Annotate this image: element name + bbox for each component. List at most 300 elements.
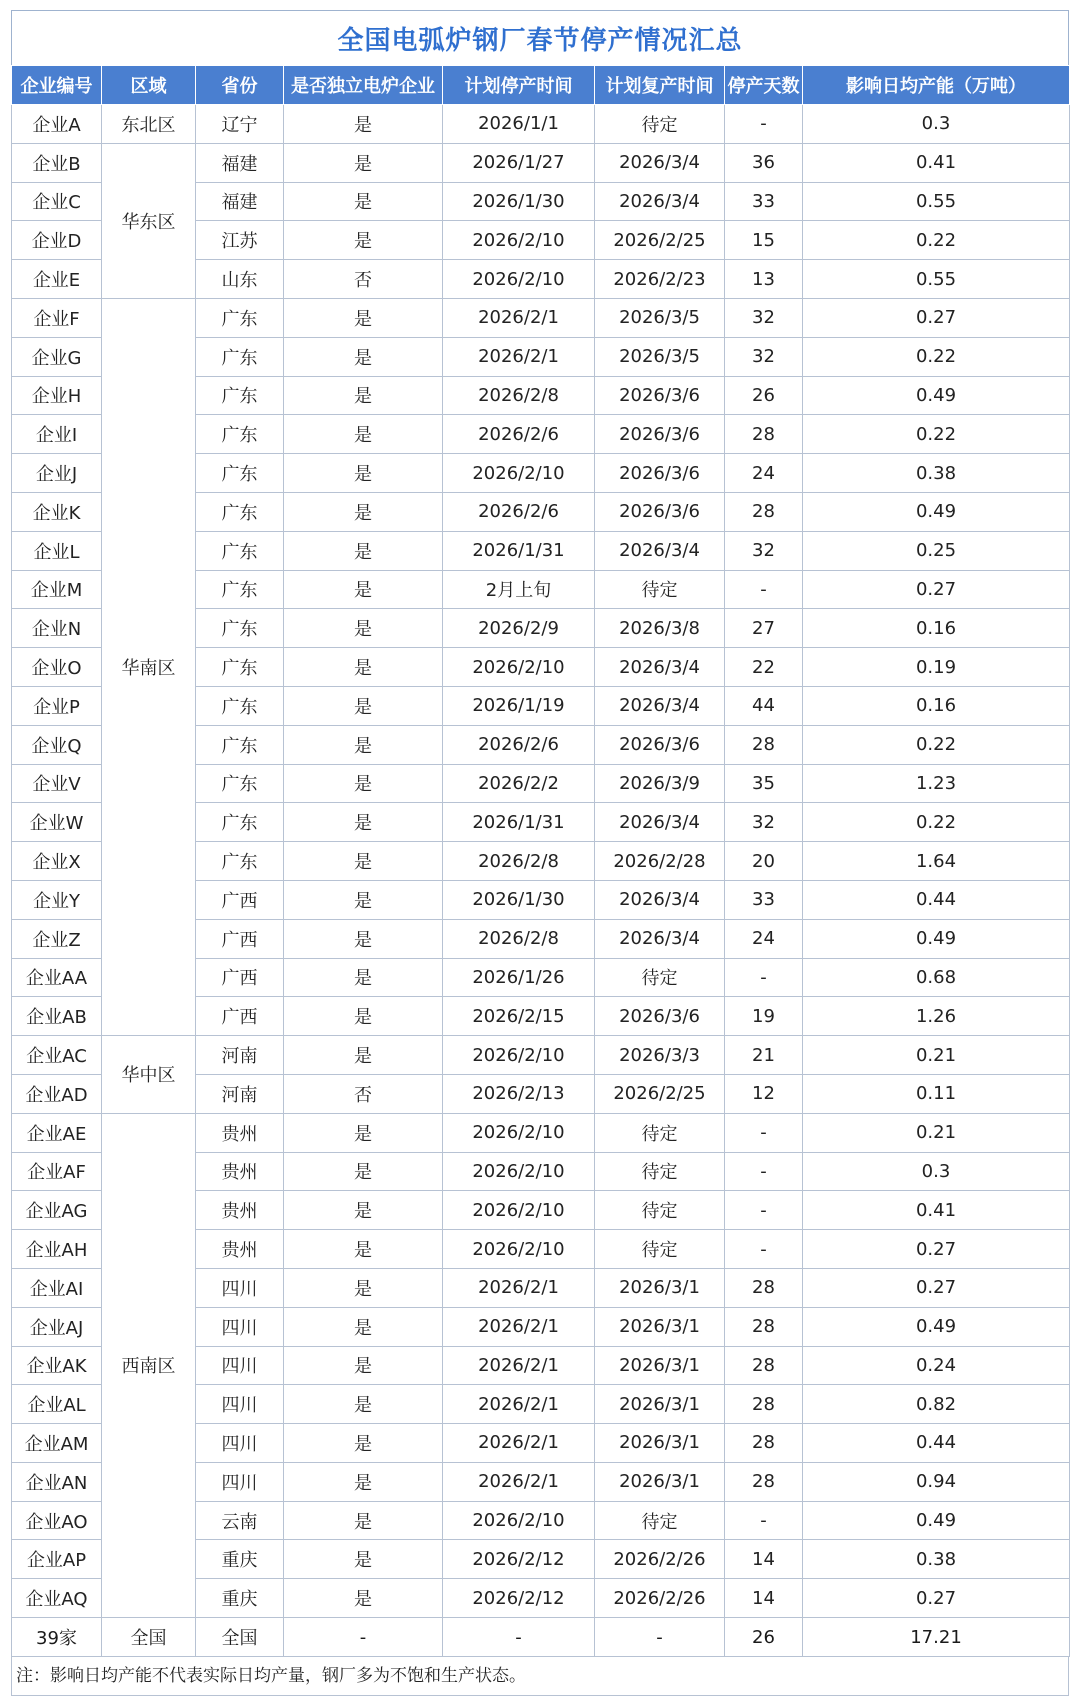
cell-company-id: 企业O <box>12 648 102 687</box>
cell-capacity-impact: 0.27 <box>803 1230 1070 1269</box>
cell-planned-stop: 2026/2/1 <box>443 1307 595 1346</box>
page-title: 全国电弧炉钢厂春节停产情况汇总 <box>11 10 1069 65</box>
cell-province: 山东 <box>196 260 284 299</box>
cell-province: 贵州 <box>196 1191 284 1230</box>
cell-planned-resume: 2026/3/4 <box>595 880 725 919</box>
cell-stop-days: 36 <box>725 143 803 182</box>
cell-planned-resume: 2026/2/25 <box>595 221 725 260</box>
cell-planned-stop: 2026/2/12 <box>443 1540 595 1579</box>
cell-independent-eaf: 是 <box>284 221 443 260</box>
cell-planned-resume: 2026/3/5 <box>595 337 725 376</box>
cell-independent-eaf: 是 <box>284 182 443 221</box>
cell-planned-stop: 2026/2/1 <box>443 1385 595 1424</box>
header-province: 省份 <box>196 66 284 105</box>
cell-company-id: 企业B <box>12 143 102 182</box>
cell-stop-days: 28 <box>725 1346 803 1385</box>
cell-stop-days: 27 <box>725 609 803 648</box>
cell-province: 江苏 <box>196 221 284 260</box>
header-capacity-impact: 影响日均产能（万吨） <box>803 66 1070 105</box>
cell-stop-days: 20 <box>725 842 803 881</box>
cell-capacity-impact: 0.21 <box>803 1036 1070 1075</box>
cell-independent-eaf: 是 <box>284 143 443 182</box>
cell-region: 东北区 <box>102 105 196 144</box>
cell-planned-resume: 2026/3/4 <box>595 803 725 842</box>
cell-independent-eaf: 是 <box>284 648 443 687</box>
cell-planned-resume: 待定 <box>595 1501 725 1540</box>
cell-stop-days: 13 <box>725 260 803 299</box>
cell-planned-stop: 2026/2/15 <box>443 997 595 1036</box>
cell-stop-days: 32 <box>725 298 803 337</box>
header-stop-days: 停产天数 <box>725 66 803 105</box>
cell-capacity-impact: 1.64 <box>803 842 1070 881</box>
cell-province: 云南 <box>196 1501 284 1540</box>
cell-independent-eaf: 是 <box>284 686 443 725</box>
cell-stop-days: 32 <box>725 803 803 842</box>
cell-planned-resume: 2026/2/26 <box>595 1579 725 1618</box>
table-row <box>12 298 1070 337</box>
cell-company-id: 企业AI <box>12 1268 102 1307</box>
table-row <box>12 1036 1070 1075</box>
cell-planned-resume: 2026/2/25 <box>595 1074 725 1113</box>
cell-province: 广东 <box>196 803 284 842</box>
cell-planned-stop: 2026/1/31 <box>443 531 595 570</box>
cell-company-id: 企业AG <box>12 1191 102 1230</box>
cell-company-id: 企业AE <box>12 1113 102 1152</box>
cell-planned-stop: 2026/2/10 <box>443 1113 595 1152</box>
cell-province: 广西 <box>196 919 284 958</box>
cell-company-id: 企业Q <box>12 725 102 764</box>
cell-planned-stop: 2026/1/27 <box>443 143 595 182</box>
cell-province: 四川 <box>196 1307 284 1346</box>
cell-stop-days: - <box>725 1191 803 1230</box>
cell-province: 贵州 <box>196 1152 284 1191</box>
cell-independent-eaf: 是 <box>284 298 443 337</box>
table-header-row <box>12 66 1070 105</box>
cell-province: 广东 <box>196 337 284 376</box>
total-resume-date: - <box>595 1618 725 1657</box>
cell-planned-stop: 2026/2/1 <box>443 1346 595 1385</box>
cell-stop-days: 28 <box>725 415 803 454</box>
cell-capacity-impact: 0.24 <box>803 1346 1070 1385</box>
header-planned-resume: 计划复产时间 <box>595 66 725 105</box>
cell-stop-days: 33 <box>725 880 803 919</box>
cell-independent-eaf: 否 <box>284 1074 443 1113</box>
cell-planned-stop: 2026/1/19 <box>443 686 595 725</box>
cell-region: 华中区 <box>102 1036 196 1114</box>
cell-independent-eaf: 是 <box>284 1385 443 1424</box>
cell-planned-stop: 2026/2/12 <box>443 1579 595 1618</box>
cell-company-id: 企业D <box>12 221 102 260</box>
cell-province: 广东 <box>196 725 284 764</box>
cell-company-id: 企业AL <box>12 1385 102 1424</box>
cell-capacity-impact: 0.27 <box>803 1579 1070 1618</box>
cell-planned-resume: 待定 <box>595 1152 725 1191</box>
cell-planned-resume: 2026/3/9 <box>595 764 725 803</box>
cell-province: 四川 <box>196 1385 284 1424</box>
cell-company-id: 企业I <box>12 415 102 454</box>
cell-province: 广东 <box>196 531 284 570</box>
cell-planned-resume: 2026/3/1 <box>595 1385 725 1424</box>
cell-planned-stop: 2026/1/30 <box>443 182 595 221</box>
cell-planned-stop: 2026/2/10 <box>443 260 595 299</box>
cell-planned-stop: 2026/2/6 <box>443 415 595 454</box>
cell-company-id: 企业X <box>12 842 102 881</box>
cell-planned-resume: 2026/2/28 <box>595 842 725 881</box>
header-region: 区域 <box>102 66 196 105</box>
cell-planned-resume: 待定 <box>595 958 725 997</box>
cell-capacity-impact: 0.49 <box>803 1307 1070 1346</box>
cell-capacity-impact: 0.49 <box>803 376 1070 415</box>
cell-stop-days: - <box>725 570 803 609</box>
cell-province: 广东 <box>196 415 284 454</box>
header-company-id: 企业编号 <box>12 66 102 105</box>
cell-company-id: 企业AF <box>12 1152 102 1191</box>
cell-planned-stop: 2026/2/10 <box>443 454 595 493</box>
cell-planned-stop: 2026/2/2 <box>443 764 595 803</box>
cell-independent-eaf: 是 <box>284 415 443 454</box>
cell-stop-days: 15 <box>725 221 803 260</box>
cell-province: 广东 <box>196 842 284 881</box>
cell-planned-resume: 待定 <box>595 105 725 144</box>
cell-province: 广西 <box>196 880 284 919</box>
cell-capacity-impact: 0.22 <box>803 221 1070 260</box>
cell-stop-days: - <box>725 105 803 144</box>
cell-independent-eaf: 是 <box>284 337 443 376</box>
cell-stop-days: 32 <box>725 531 803 570</box>
cell-company-id: 企业N <box>12 609 102 648</box>
cell-province: 广西 <box>196 958 284 997</box>
cell-planned-resume: 2026/2/23 <box>595 260 725 299</box>
cell-company-id: 企业AH <box>12 1230 102 1269</box>
cell-independent-eaf: 是 <box>284 1462 443 1501</box>
cell-planned-resume: 2026/3/6 <box>595 492 725 531</box>
cell-planned-stop: 2026/2/10 <box>443 221 595 260</box>
cell-capacity-impact: 1.26 <box>803 997 1070 1036</box>
cell-stop-days: 24 <box>725 454 803 493</box>
cell-independent-eaf: 是 <box>284 1191 443 1230</box>
cell-company-id: 企业AO <box>12 1501 102 1540</box>
cell-stop-days: 33 <box>725 182 803 221</box>
cell-independent-eaf: 是 <box>284 105 443 144</box>
summary-sheet <box>11 10 1069 1696</box>
cell-stop-days: 21 <box>725 1036 803 1075</box>
cell-stop-days: 44 <box>725 686 803 725</box>
cell-province: 河南 <box>196 1036 284 1075</box>
cell-stop-days: 14 <box>725 1579 803 1618</box>
total-stop-days: 26 <box>725 1618 803 1657</box>
cell-independent-eaf: 是 <box>284 492 443 531</box>
cell-province: 广西 <box>196 997 284 1036</box>
cell-capacity-impact: 0.41 <box>803 143 1070 182</box>
cell-planned-stop: 2026/2/10 <box>443 1191 595 1230</box>
cell-company-id: 企业AQ <box>12 1579 102 1618</box>
cell-capacity-impact: 0.22 <box>803 725 1070 764</box>
cell-company-id: 企业V <box>12 764 102 803</box>
cell-company-id: 企业P <box>12 686 102 725</box>
cell-planned-resume: 2026/2/26 <box>595 1540 725 1579</box>
cell-company-id: 企业W <box>12 803 102 842</box>
cell-independent-eaf: 是 <box>284 1501 443 1540</box>
table-body <box>12 105 1070 1618</box>
total-independent: - <box>284 1618 443 1657</box>
cell-planned-stop: 2026/1/26 <box>443 958 595 997</box>
cell-stop-days: - <box>725 1152 803 1191</box>
cell-planned-resume: 待定 <box>595 570 725 609</box>
cell-planned-stop: 2026/2/8 <box>443 919 595 958</box>
cell-planned-resume: 2026/3/4 <box>595 686 725 725</box>
cell-independent-eaf: 是 <box>284 1268 443 1307</box>
cell-company-id: 企业AD <box>12 1074 102 1113</box>
table-row <box>12 143 1070 182</box>
cell-province: 重庆 <box>196 1579 284 1618</box>
cell-planned-resume: 2026/3/6 <box>595 376 725 415</box>
cell-province: 广东 <box>196 376 284 415</box>
cell-planned-stop: 2026/1/31 <box>443 803 595 842</box>
table-row <box>12 1113 1070 1152</box>
cell-planned-resume: 待定 <box>595 1113 725 1152</box>
cell-stop-days: 12 <box>725 1074 803 1113</box>
cell-province: 河南 <box>196 1074 284 1113</box>
cell-planned-stop: 2026/2/9 <box>443 609 595 648</box>
cell-planned-stop: 2026/2/6 <box>443 725 595 764</box>
cell-planned-stop: 2026/2/1 <box>443 1424 595 1463</box>
cell-planned-resume: 2026/3/1 <box>595 1462 725 1501</box>
cell-independent-eaf: 是 <box>284 1307 443 1346</box>
cell-province: 福建 <box>196 182 284 221</box>
cell-stop-days: 28 <box>725 1307 803 1346</box>
cell-company-id: 企业M <box>12 570 102 609</box>
cell-independent-eaf: 是 <box>284 609 443 648</box>
cell-province: 广东 <box>196 686 284 725</box>
cell-capacity-impact: 0.11 <box>803 1074 1070 1113</box>
total-region: 全国 <box>102 1618 196 1657</box>
cell-province: 广东 <box>196 492 284 531</box>
cell-independent-eaf: 是 <box>284 764 443 803</box>
cell-planned-resume: 2026/3/1 <box>595 1346 725 1385</box>
cell-independent-eaf: 否 <box>284 260 443 299</box>
cell-province: 广东 <box>196 764 284 803</box>
cell-capacity-impact: 0.68 <box>803 958 1070 997</box>
cell-capacity-impact: 0.38 <box>803 1540 1070 1579</box>
cell-company-id: 企业F <box>12 298 102 337</box>
cell-planned-stop: 2026/2/10 <box>443 1230 595 1269</box>
cell-stop-days: 28 <box>725 1462 803 1501</box>
cell-province: 四川 <box>196 1346 284 1385</box>
cell-planned-stop: 2026/2/13 <box>443 1074 595 1113</box>
cell-capacity-impact: 0.27 <box>803 570 1070 609</box>
cell-stop-days: - <box>725 1113 803 1152</box>
cell-company-id: 企业AJ <box>12 1307 102 1346</box>
cell-company-id: 企业G <box>12 337 102 376</box>
cell-province: 福建 <box>196 143 284 182</box>
total-count: 39家 <box>12 1618 102 1657</box>
cell-region: 华南区 <box>102 298 196 1035</box>
cell-planned-stop: 2026/2/6 <box>443 492 595 531</box>
cell-company-id: 企业AM <box>12 1424 102 1463</box>
cell-independent-eaf: 是 <box>284 1424 443 1463</box>
cell-independent-eaf: 是 <box>284 376 443 415</box>
cell-company-id: 企业H <box>12 376 102 415</box>
cell-independent-eaf: 是 <box>284 454 443 493</box>
cell-company-id: 企业AP <box>12 1540 102 1579</box>
cell-planned-resume: 2026/3/4 <box>595 648 725 687</box>
cell-capacity-impact: 0.55 <box>803 260 1070 299</box>
cell-stop-days: 22 <box>725 648 803 687</box>
cell-independent-eaf: 是 <box>284 958 443 997</box>
cell-planned-resume: 2026/3/4 <box>595 919 725 958</box>
cell-planned-resume: 待定 <box>595 1230 725 1269</box>
cell-capacity-impact: 0.49 <box>803 919 1070 958</box>
cell-capacity-impact: 0.16 <box>803 686 1070 725</box>
cell-capacity-impact: 0.94 <box>803 1462 1070 1501</box>
cell-company-id: 企业AA <box>12 958 102 997</box>
cell-capacity-impact: 0.38 <box>803 454 1070 493</box>
cell-independent-eaf: 是 <box>284 997 443 1036</box>
cell-stop-days: 28 <box>725 492 803 531</box>
header-planned-stop: 计划停产时间 <box>443 66 595 105</box>
cell-capacity-impact: 0.49 <box>803 492 1070 531</box>
cell-province: 广东 <box>196 298 284 337</box>
cell-company-id: 企业L <box>12 531 102 570</box>
cell-planned-resume: 2026/3/4 <box>595 182 725 221</box>
cell-planned-resume: 2026/3/6 <box>595 415 725 454</box>
cell-company-id: 企业K <box>12 492 102 531</box>
cell-capacity-impact: 0.21 <box>803 1113 1070 1152</box>
cell-independent-eaf: 是 <box>284 1036 443 1075</box>
cell-capacity-impact: 0.44 <box>803 880 1070 919</box>
cell-capacity-impact: 0.49 <box>803 1501 1070 1540</box>
cell-capacity-impact: 0.22 <box>803 415 1070 454</box>
total-row <box>12 1618 1070 1657</box>
cell-planned-resume: 2026/3/5 <box>595 298 725 337</box>
cell-independent-eaf: 是 <box>284 842 443 881</box>
cell-province: 四川 <box>196 1462 284 1501</box>
cell-stop-days: 19 <box>725 997 803 1036</box>
total-capacity: 17.21 <box>803 1618 1070 1657</box>
cell-stop-days: 26 <box>725 376 803 415</box>
cell-province: 四川 <box>196 1424 284 1463</box>
cell-independent-eaf: 是 <box>284 531 443 570</box>
cell-company-id: 企业AN <box>12 1462 102 1501</box>
table-row <box>12 105 1070 144</box>
cell-stop-days: - <box>725 1230 803 1269</box>
header-independent-eaf: 是否独立电炉企业 <box>284 66 443 105</box>
cell-planned-resume: 2026/3/3 <box>595 1036 725 1075</box>
cell-stop-days: 28 <box>725 1268 803 1307</box>
cell-planned-stop: 2026/1/1 <box>443 105 595 144</box>
cell-planned-stop: 2026/2/10 <box>443 1152 595 1191</box>
cell-province: 广东 <box>196 454 284 493</box>
cell-planned-stop: 2月上旬 <box>443 570 595 609</box>
cell-stop-days: 28 <box>725 725 803 764</box>
cell-province: 四川 <box>196 1268 284 1307</box>
cell-independent-eaf: 是 <box>284 1152 443 1191</box>
cell-province: 辽宁 <box>196 105 284 144</box>
cell-capacity-impact: 0.3 <box>803 105 1070 144</box>
cell-company-id: 企业A <box>12 105 102 144</box>
cell-company-id: 企业AK <box>12 1346 102 1385</box>
cell-region: 华东区 <box>102 143 196 298</box>
cell-planned-stop: 2026/2/8 <box>443 842 595 881</box>
shutdown-table <box>11 65 1070 1657</box>
cell-company-id: 企业AC <box>12 1036 102 1075</box>
total-stop-date: - <box>443 1618 595 1657</box>
cell-province: 贵州 <box>196 1113 284 1152</box>
cell-planned-stop: 2026/2/1 <box>443 1462 595 1501</box>
cell-planned-stop: 2026/1/30 <box>443 880 595 919</box>
cell-capacity-impact: 0.22 <box>803 337 1070 376</box>
cell-capacity-impact: 0.22 <box>803 803 1070 842</box>
cell-planned-resume: 2026/3/1 <box>595 1307 725 1346</box>
cell-independent-eaf: 是 <box>284 880 443 919</box>
cell-company-id: 企业J <box>12 454 102 493</box>
cell-company-id: 企业C <box>12 182 102 221</box>
cell-stop-days: 35 <box>725 764 803 803</box>
cell-capacity-impact: 0.44 <box>803 1424 1070 1463</box>
cell-planned-stop: 2026/2/1 <box>443 298 595 337</box>
cell-planned-resume: 2026/3/4 <box>595 143 725 182</box>
cell-capacity-impact: 0.16 <box>803 609 1070 648</box>
cell-capacity-impact: 0.19 <box>803 648 1070 687</box>
cell-stop-days: 28 <box>725 1424 803 1463</box>
cell-independent-eaf: 是 <box>284 919 443 958</box>
cell-planned-resume: 2026/3/6 <box>595 454 725 493</box>
cell-planned-resume: 待定 <box>595 1191 725 1230</box>
cell-capacity-impact: 0.55 <box>803 182 1070 221</box>
cell-province: 广东 <box>196 648 284 687</box>
cell-stop-days: - <box>725 958 803 997</box>
cell-planned-resume: 2026/3/8 <box>595 609 725 648</box>
cell-capacity-impact: 0.27 <box>803 1268 1070 1307</box>
cell-planned-stop: 2026/2/1 <box>443 337 595 376</box>
cell-planned-stop: 2026/2/10 <box>443 648 595 687</box>
cell-stop-days: - <box>725 1501 803 1540</box>
cell-planned-resume: 2026/3/1 <box>595 1424 725 1463</box>
cell-planned-stop: 2026/2/10 <box>443 1036 595 1075</box>
cell-independent-eaf: 是 <box>284 570 443 609</box>
cell-planned-stop: 2026/2/1 <box>443 1268 595 1307</box>
cell-company-id: 企业Z <box>12 919 102 958</box>
cell-capacity-impact: 0.3 <box>803 1152 1070 1191</box>
cell-planned-resume: 2026/3/4 <box>595 531 725 570</box>
cell-capacity-impact: 0.27 <box>803 298 1070 337</box>
cell-capacity-impact: 1.23 <box>803 764 1070 803</box>
cell-independent-eaf: 是 <box>284 725 443 764</box>
cell-planned-stop: 2026/2/8 <box>443 376 595 415</box>
cell-province: 重庆 <box>196 1540 284 1579</box>
cell-province: 广东 <box>196 609 284 648</box>
cell-company-id: 企业E <box>12 260 102 299</box>
cell-company-id: 企业Y <box>12 880 102 919</box>
cell-company-id: 企业AB <box>12 997 102 1036</box>
cell-planned-resume: 2026/3/1 <box>595 1268 725 1307</box>
cell-capacity-impact: 0.25 <box>803 531 1070 570</box>
cell-independent-eaf: 是 <box>284 1346 443 1385</box>
footnote: 注：影响日均产能不代表实际日均产量，钢厂多为不饱和生产状态。 <box>11 1657 1069 1696</box>
cell-province: 贵州 <box>196 1230 284 1269</box>
cell-capacity-impact: 0.82 <box>803 1385 1070 1424</box>
cell-independent-eaf: 是 <box>284 1540 443 1579</box>
cell-independent-eaf: 是 <box>284 1579 443 1618</box>
cell-stop-days: 32 <box>725 337 803 376</box>
cell-independent-eaf: 是 <box>284 1113 443 1152</box>
cell-independent-eaf: 是 <box>284 803 443 842</box>
cell-planned-stop: 2026/2/10 <box>443 1501 595 1540</box>
cell-stop-days: 14 <box>725 1540 803 1579</box>
cell-stop-days: 28 <box>725 1385 803 1424</box>
cell-province: 广东 <box>196 570 284 609</box>
cell-planned-resume: 2026/3/6 <box>595 725 725 764</box>
